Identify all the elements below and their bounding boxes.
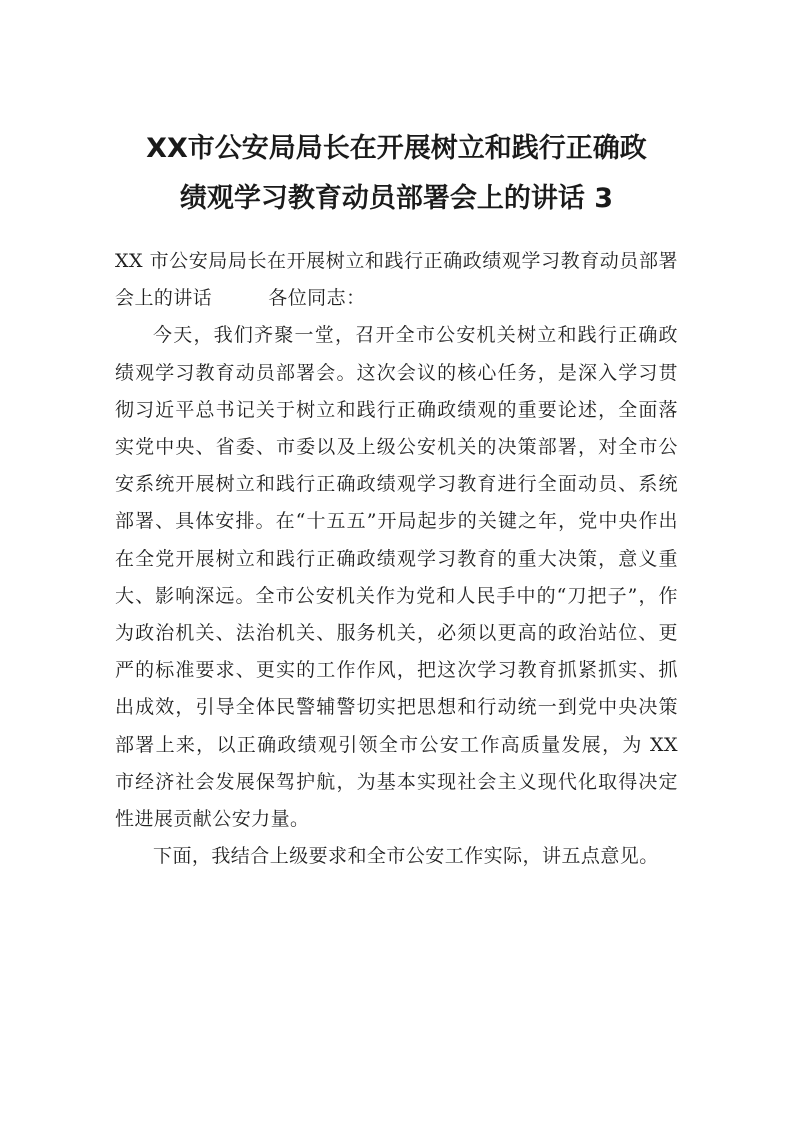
title-line-2: 绩观学习教育动员部署会上的讲话 3	[179, 183, 614, 214]
intro-paragraph	[115, 243, 678, 317]
salutation: 各位同志：	[268, 287, 366, 310]
intro-text: XX 市公安局局长在开展树立和践行正确政绩观学习教育动员部署会上的讲话	[115, 250, 678, 310]
body-paragraph-1: 今天，我们齐聚一堂，召开全市公安机关树立和践行正确政绩观学习教育动员部署会。这次会议的核心任务，是深入学习贯彻习近平总书记关于树立和践行正确政绩观的重要论述，全面落实党中央、省委、市委以及上级公安机关的决策部署，对全市公安系统开展树立和践行正确政绩观学习教育进行全面动员、系统部署、具体安排。在“十五五”开局起步的关键之年，党中央作出在全党开展树立和践行正确政绩观学习教育的重大决策，意义重大、影响深远。全市公安机关作为党和人民手中的“刀把子”，作为政治机关、法治机关、服务机关，必须以更高的政治站位、更严的标准要求、更实的工作作风，把这次学习教育抓紧抓实、抓出成效，引导全体民警辅警切实把思想和行动统一到党中央决策部署上来，以正确政绩观引领全市公安工作高质量发展，为 XX 市经济社会发展保驾护航，为基本实现社会主义现代化取得决定性进展贡献公安力量。	[115, 324, 678, 831]
title-line-1: XX市公安局局长在开展树立和践行正确政	[146, 133, 647, 164]
document-body	[115, 243, 678, 875]
document-title	[100, 124, 693, 224]
body-paragraph-2: 下面，我结合上级要求和全市公安工作实际，讲五点意见。	[153, 845, 659, 868]
